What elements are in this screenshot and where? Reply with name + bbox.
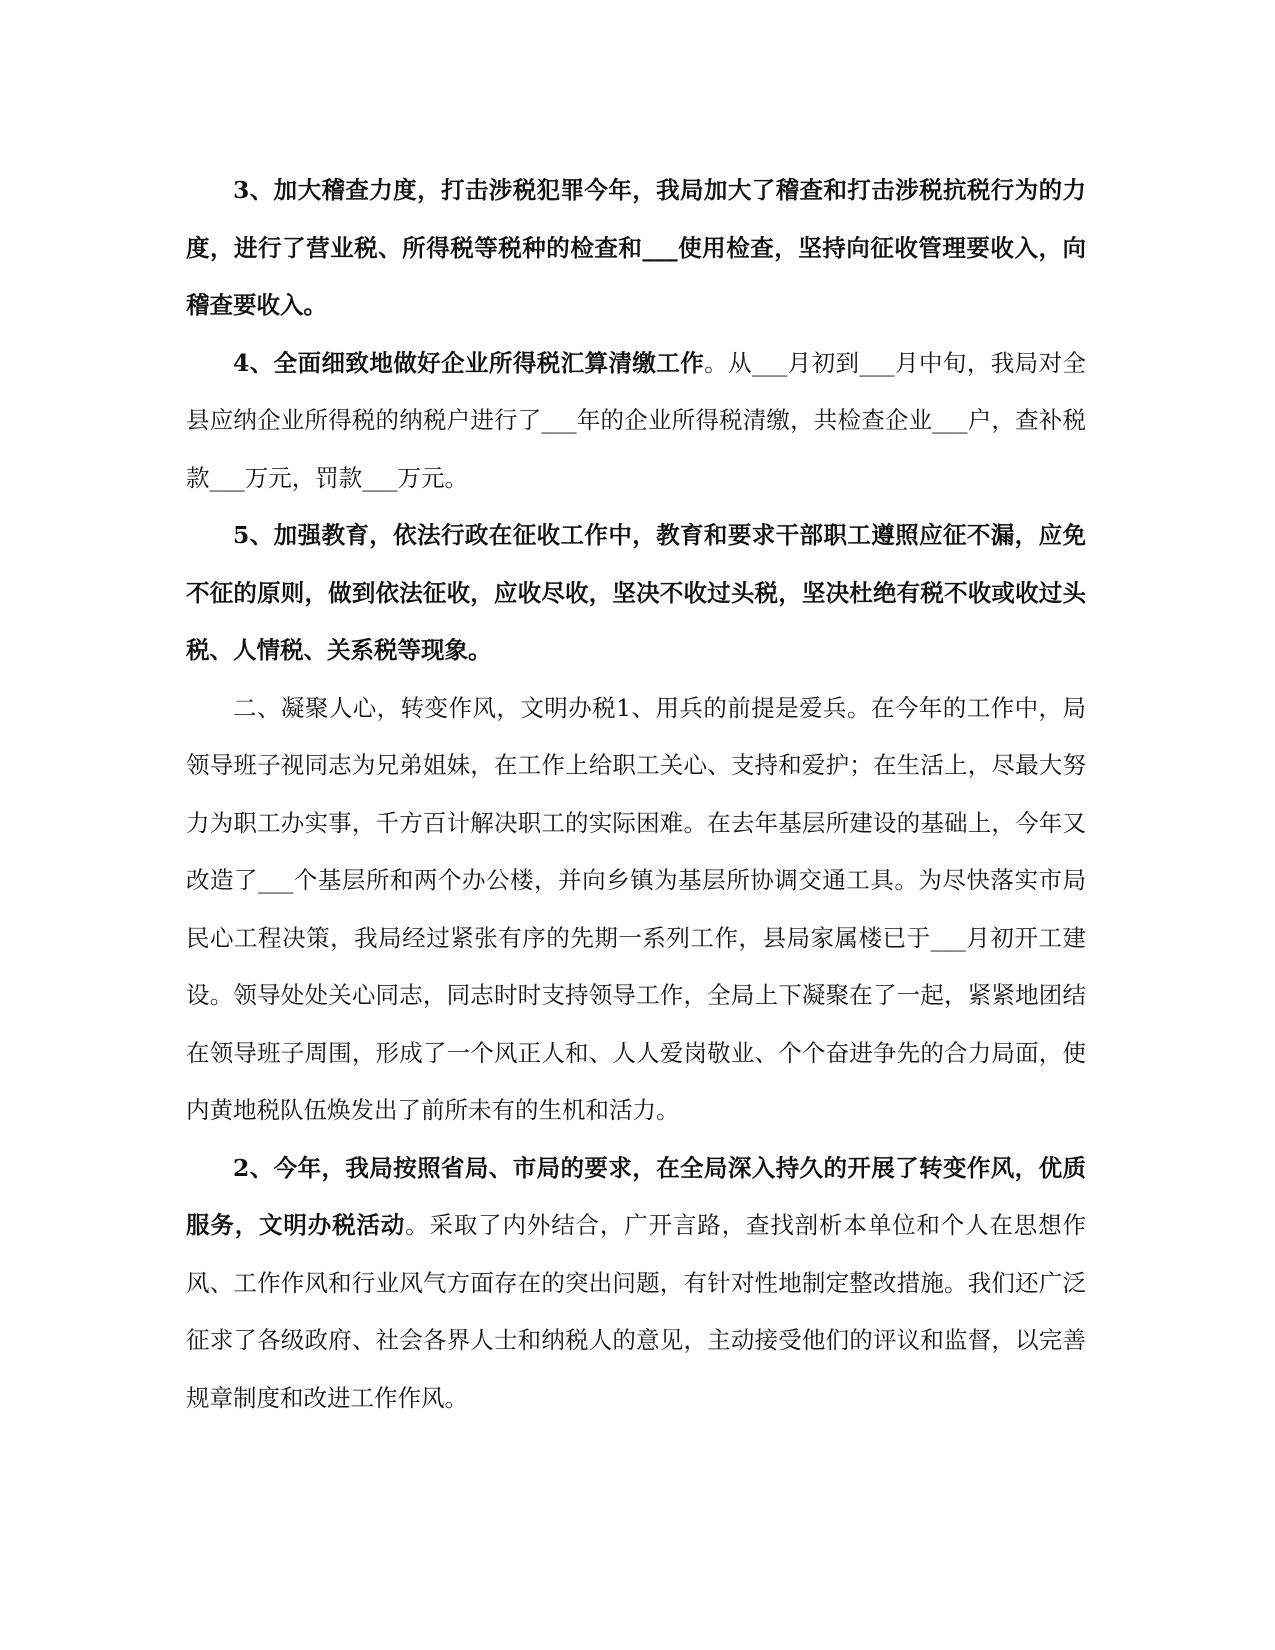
paragraph-text: 。从___月初到___月中旬，我局对全县应纳企业所得税的纳税户进行了___年的企业所得税清缴，共检查企业___户，查补税款___万元，罚款___万元。: [186, 348, 1086, 492]
paragraph-heading: 5、加强教育，依法行政在征收工作中，教育和要求干部职工遵照应征不漏，应免不征的原则，做到依法征收，应收尽收，坚决不收过头税，坚决杜绝有税不收或收过头税、人情税、关系税等现象。: [186, 521, 1086, 664]
paragraph-heading: 3、加大稽查力度，打击涉税犯罪今年，我局加大了稽查和打击涉税抗税行为的力度，进行了营业税、所得税等税种的检查和___使用检查，坚持向征收管理要收入，向稽查要收入。: [186, 176, 1086, 319]
paragraph-heading: 2、今年，我局按照省局、市局的要求，在全局深入持久的开展了转变作风，优质服务，文明办税活动: [186, 1153, 1086, 1239]
paragraph-text: 二、凝聚人心，转变作风，文明办税1、用兵的前提是爱兵。在今年的工作中，局领导班子视同志为兄弟姐妹，在工作上给职工关心、支持和爱护；在生活上，尽最大努力为职工办实事，千方百计解决职工的实际困难。在去年基层所建设的基础上，今年又改造了___个基层所和两个办公楼，并向乡镇为基层所协调交通工具。为尽快落实市局民心工程决策，我局经过紧张有序的先期一系列工作，县局家属楼已于___月初开工建设。领导处处关心同志，同志时时支持领导工作，全局上下凝聚在了一起，紧紧地团结在领导班子周围，形成了一个风正人和、人人爱岗敬业、个个奋进争先的合力局面，使内黄地税队伍焕发出了前所未有的生机和活力。: [186, 693, 1086, 1124]
paragraph-heading: 4、全面细致地做好企业所得税汇算清缴工作: [233, 348, 705, 377]
section-two-paragraph: [186, 680, 1086, 1140]
paragraph-text: 。采取了内外结合，广开言路，查找剖析本单位和个人在思想作风、工作作风和行业风气方面存在的突出问题，有针对性地制定整改措施。我们还广泛征求了各级政府、社会各界人士和纳税人的意见，主动接受他们的评议和监督，以完善规章制度和改进工作作风。: [186, 1211, 1086, 1412]
paragraph-item-3: [186, 162, 1086, 335]
paragraph-item-4: [186, 335, 1086, 508]
paragraph-item-2: [186, 1140, 1086, 1428]
paragraph-item-5: [186, 507, 1086, 680]
document-body: [186, 162, 1086, 1427]
